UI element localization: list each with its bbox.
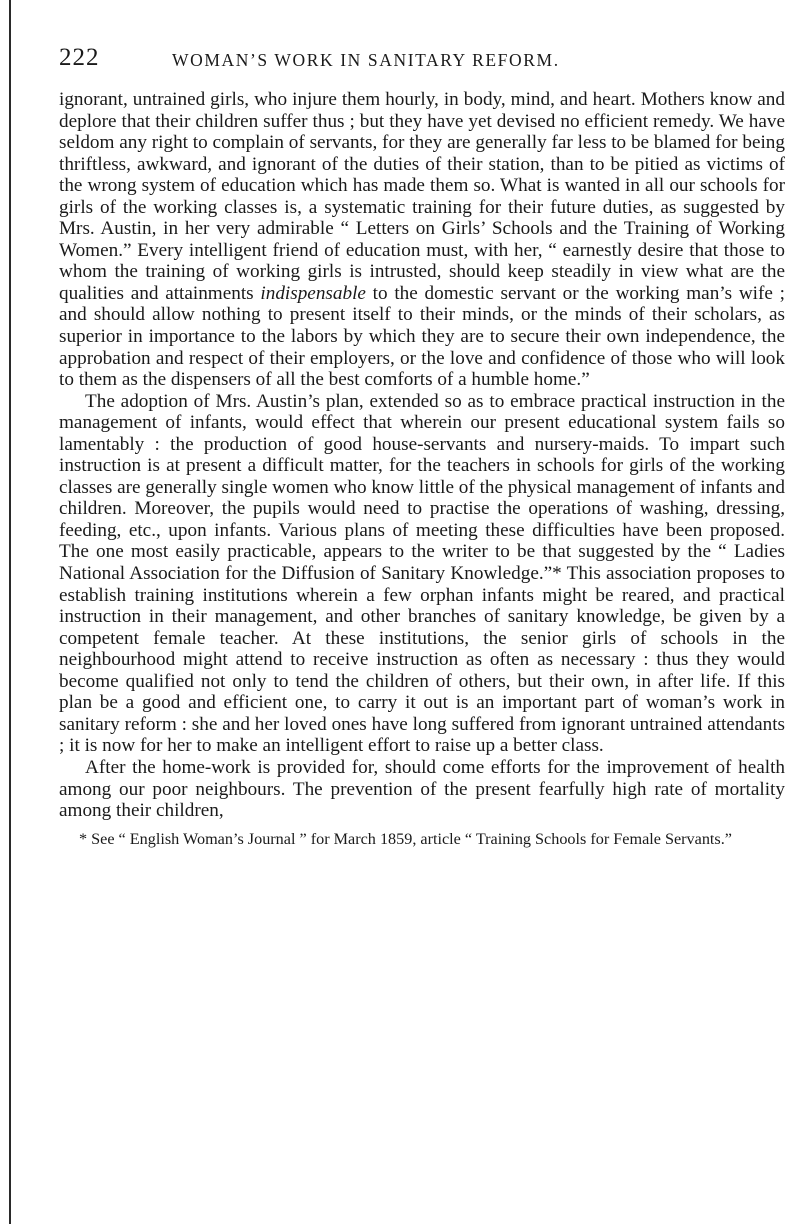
running-title: WOMAN’S WORK IN SANITARY REFORM. xyxy=(172,50,560,70)
body-text xyxy=(59,89,785,822)
paragraph-2 xyxy=(59,391,785,757)
paragraph-1-text-a: ignorant, untrained girls, who injure them hourly, in body, mind, and heart. Mothers know and deplore that their children suffer thus ; but they have yet devised no efficient remedy. We have seldom any right to complain of servants, for they are generally far less to be blamed for being thriftless, awkward, and ignorant of the duties of their station, than to be pitied as victims of the wrong system of education which has made them so. What is wanted in all our schools for girls of the working classes is, a systematic training for their future duties, as suggested by Mrs. Austin, in her very admirable “ Letters on Girls’ Schools and the Training of Working Women.” Every intelligent friend of education must, with her, “ earnestly desire that those to whom the training of working girls is intrusted, should keep steadily in view what are the qualities and attainments xyxy=(59,89,785,304)
running-head xyxy=(59,44,785,78)
paragraph-1 xyxy=(59,89,785,391)
footnote: * See “ English Woman’s Journal ” for March 1859, article “ Training Schools for Female Servants.” xyxy=(79,829,732,848)
paragraph-2-text: The adoption of Mrs. Austin’s plan, extended so as to embrace practical instruction in the management of infants, would effect that wherein our present educational system fails so lamentably : the production of good house-servants and nursery-maids. To impart such instruction is at present a difficult matter, for the teachers in schools for girls of the working classes are generally single women who know little of the physical management of infants and children. Moreover, the pupils would need to practise the operations of washing, dressing, feeding, etc., upon infants. Various plans of meeting these difficulties have been proposed. The one most easily practicable, appears to the writer to be that suggested by the “ Ladies National Association for the Diffusion of Sanitary Knowledge.”* This association proposes to establish training institutions wherein a few orphan infants might be reared, and practical instruction in their management, and other branches of sanitary knowledge, be given by a competent female teacher. At these institutions, the senior girls of schools in the neighbourhood might attend to receive instruction as often as necessary : thus they would become qualified not only to tend the children of others, but their own, in after life. If this plan be a good and efficient one, to carry it out is an important part of woman’s work in sanitary reform : she and her loved ones have long suffered from ignorant untrained attendants ; it is now for her to make an intelligent effort to raise up a better class. xyxy=(59,390,785,757)
paragraph-3 xyxy=(59,757,785,822)
page-edge-rule xyxy=(9,0,11,1224)
page-number: 222 xyxy=(59,44,100,71)
paragraph-3-text: After the home-work is provided for, should come efforts for the improvement of health among our poor neighbours. The prevention of the present fearfully high rate of mortality among their children, xyxy=(59,756,785,822)
paragraph-1-text-b: to the domestic servant or the working man’s wife ; and should allow nothing to present itself to their minds, or the minds of their scholars, as superior in importance to the labors by which they are to secure their own independence, the approbation and respect of their employers, or the love and confidence of those who will look to them as the dispensers of all the best comforts of a humble home.” xyxy=(59,282,785,391)
book-page xyxy=(59,44,785,849)
paragraph-1-emphasis: indispensable xyxy=(260,282,366,304)
